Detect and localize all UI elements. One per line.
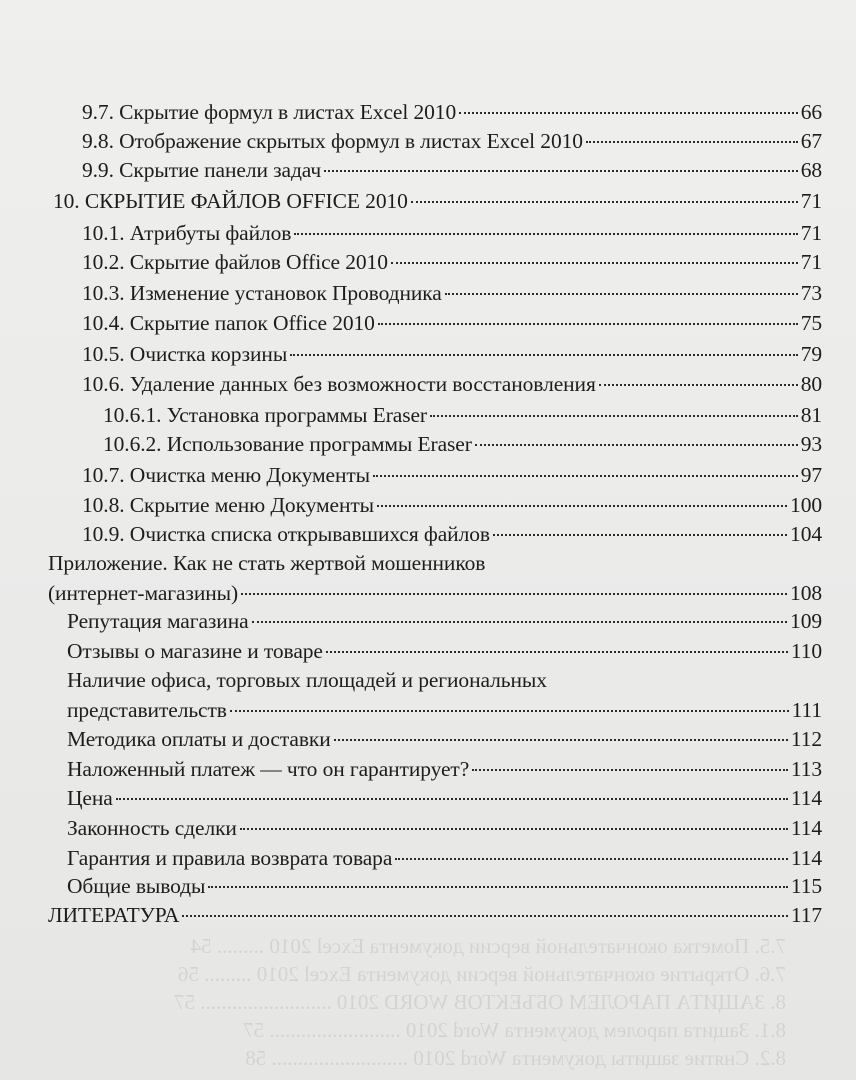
dot-leader — [445, 293, 798, 295]
toc-entry-page: 104 — [790, 522, 822, 546]
ghost-line: 7.6. Открытие окончательной версии документа Excel 2010 ......... 56 — [177, 962, 786, 986]
toc-entry-title: 10.7. Очистка меню Документы — [82, 463, 371, 487]
toc-appendix-entry — [67, 785, 822, 812]
dot-leader — [586, 141, 798, 143]
toc-entry-title: Цена — [67, 786, 113, 810]
appendix-heading: Приложение. Как не стать жертвой мошенников — [48, 551, 486, 575]
dot-leader — [116, 798, 788, 800]
toc-entry — [82, 371, 822, 398]
toc-entry-page: 114 — [790, 816, 822, 840]
toc-entry — [82, 310, 822, 337]
toc-appendix-entry — [67, 608, 822, 635]
dot-leader — [240, 828, 788, 830]
toc-chapter — [53, 188, 822, 215]
toc-entry — [82, 249, 822, 276]
dot-leader — [391, 262, 798, 264]
toc-entry-title: 9.7. Скрытие формул в листах Excel 2010 — [82, 100, 457, 124]
toc-entry-title: 10.5. Очистка корзины — [82, 342, 288, 366]
toc-entry-title: ЛИТЕРАТУРА — [48, 903, 180, 927]
toc-subentry — [103, 431, 822, 458]
toc-entry-title: 10.1. Атрибуты файлов — [82, 221, 292, 245]
toc-entry-title: 10. СКРЫТИЕ ФАЙЛОВ OFFICE 2010 — [53, 189, 408, 213]
toc-entry-title: (интернет-магазины) — [48, 581, 239, 605]
toc-entry-page: 114 — [790, 846, 822, 870]
toc-entry-title: 10.6. Удаление данных без возможности восстановления — [82, 372, 596, 396]
toc-entry-title: Наложенный платеж — что он гарантирует? — [67, 757, 470, 781]
ghost-line: 8. ЗАЩИТА ПАРОЛЕМ ОБЪЕКТОВ WORD 2010 ......................... 57 — [174, 990, 786, 1014]
toc-entry-title: 10.6.1. Установка программы Eraser — [103, 403, 427, 427]
toc-entry-page: 113 — [790, 757, 822, 781]
toc-entry-page: 71 — [800, 250, 822, 274]
toc-entry-title: представительств — [67, 698, 227, 722]
toc-appendix-entry — [67, 845, 822, 872]
toc-entry-page: 67 — [800, 129, 822, 153]
dot-leader — [411, 201, 798, 203]
toc-entry-page: 110 — [790, 639, 822, 663]
toc-entry — [82, 157, 822, 184]
toc-entry-page: 81 — [800, 403, 822, 427]
dot-leader — [230, 710, 789, 712]
toc-entry-page: 68 — [800, 158, 822, 182]
toc-entry-page: 79 — [800, 342, 822, 366]
toc-entry-title: 10.4. Скрытие папок Office 2010 — [82, 311, 375, 335]
toc-entry-page: 71 — [800, 221, 822, 245]
dot-leader — [493, 534, 787, 536]
toc-entry — [82, 341, 822, 368]
dot-leader — [182, 915, 788, 917]
toc-entry — [82, 492, 822, 519]
toc-entry-title: 9.8. Отображение скрытых формул в листах Excel 2010 — [82, 129, 583, 153]
toc-entry — [82, 521, 822, 548]
toc-appendix-entry — [67, 873, 822, 900]
toc-entry-title: Репутация магазина — [67, 609, 249, 633]
dot-leader — [326, 651, 788, 653]
toc-appendix-entry — [67, 726, 822, 753]
toc-entry-page: 100 — [790, 493, 822, 517]
toc-entry-page: 66 — [800, 100, 822, 124]
toc-entry — [82, 280, 822, 307]
toc-entry-page: 73 — [800, 281, 822, 305]
toc-entry-title: 10.3. Изменение установок Проводника — [82, 281, 442, 305]
toc-entry-page: 93 — [800, 432, 822, 456]
toc-entry-page: 115 — [790, 874, 822, 898]
toc-appendix-entry — [67, 697, 822, 724]
toc-appendix-entry — [67, 815, 822, 842]
toc-entry — [82, 99, 822, 126]
dot-leader — [472, 769, 788, 771]
toc-entry-page: 111 — [791, 698, 822, 722]
ghost-line: 7.5. Пометка окончательной версии документа Excel 2010 ......... 54 — [190, 934, 786, 958]
toc-entry-page: 75 — [800, 311, 822, 335]
toc-entry-title: 10.8. Скрытие меню Документы — [82, 493, 374, 517]
dot-leader — [459, 112, 798, 114]
dot-leader — [334, 739, 788, 741]
toc-appendix-entry — [67, 756, 822, 783]
toc-subentry — [103, 402, 822, 429]
dot-leader — [475, 444, 798, 446]
toc-entry — [82, 220, 822, 247]
toc-entry-title: 10.2. Скрытие файлов Office 2010 — [82, 250, 388, 274]
toc-entry-title: Отзывы о магазине и товаре — [67, 639, 323, 663]
toc-entry-title: 10.6.2. Использование программы Eraser — [103, 432, 472, 456]
dot-leader — [241, 593, 787, 595]
dot-leader — [208, 886, 787, 888]
toc-entry-page: 71 — [800, 189, 822, 213]
toc-entry-page: 114 — [790, 786, 822, 810]
toc-entry-title: Общие выводы — [67, 874, 206, 898]
dot-leader — [294, 233, 797, 235]
toc-appendix-entry — [67, 638, 822, 665]
toc-entry — [82, 128, 822, 155]
toc-entry-title: 9.9. Скрытие панели задач — [82, 158, 322, 182]
toc-appendix-entry — [48, 902, 822, 929]
toc-entry-page: 80 — [800, 372, 822, 396]
toc-entry-title: Методика оплаты и доставки — [67, 727, 331, 751]
dot-leader — [395, 858, 788, 860]
toc-appendix-entry — [48, 580, 822, 607]
toc-entry-title: Гарантия и правила возврата товара — [67, 846, 393, 870]
toc-entry-page: 108 — [790, 581, 822, 605]
toc-entry-page: 97 — [800, 463, 822, 487]
ghost-line: 8.2. Снятие защиты документа Word 2010 .......................... 58 — [245, 1046, 786, 1070]
dot-leader — [324, 170, 798, 172]
dot-leader — [430, 415, 798, 417]
toc-entry — [82, 462, 822, 489]
dot-leader — [290, 354, 798, 356]
dot-leader — [378, 323, 798, 325]
toc-entry-title: Законность сделки — [67, 816, 237, 840]
dot-leader — [377, 505, 787, 507]
office-heading-line: Наличие офиса, торговых площадей и региональных — [67, 668, 547, 692]
dot-leader — [599, 384, 798, 386]
toc-entry-title: 10.9. Очистка списка открывавшихся файлов — [82, 522, 490, 546]
toc-entry-page: 112 — [790, 727, 822, 751]
toc-entry-page: 109 — [790, 609, 822, 633]
dot-leader — [373, 475, 798, 477]
ghost-line: 8.1. Защита паролем документа Word 2010 ......................... 57 — [243, 1018, 786, 1042]
dot-leader — [252, 621, 787, 623]
toc-entry-page: 117 — [790, 903, 822, 927]
